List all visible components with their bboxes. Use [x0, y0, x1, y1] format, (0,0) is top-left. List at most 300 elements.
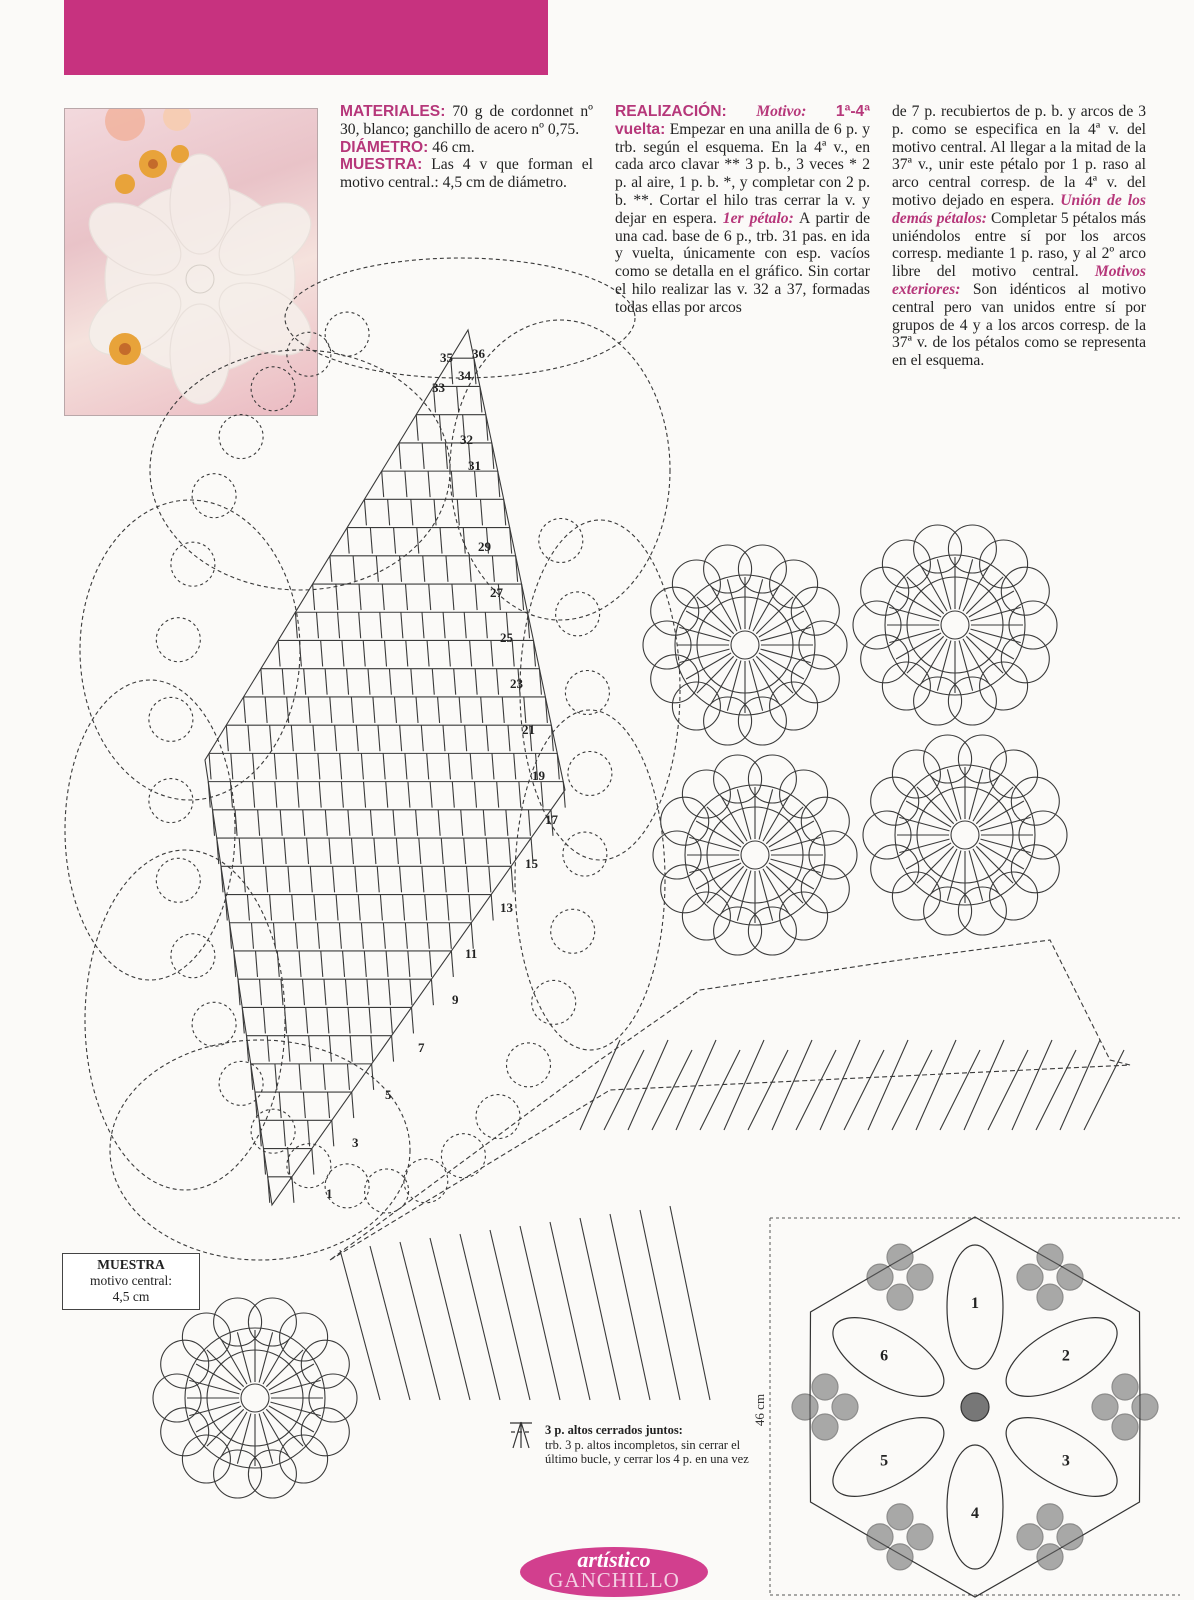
chart-stitch	[497, 782, 499, 808]
chart-stitch	[408, 951, 410, 977]
chart-stitch	[401, 612, 403, 638]
chart-stitch	[516, 556, 518, 582]
chart-stitch	[454, 669, 456, 695]
flower-spoke	[753, 586, 779, 631]
chart-stitch	[399, 443, 401, 469]
flower-petal	[853, 601, 901, 649]
flower-petal	[280, 1313, 328, 1361]
schematic-flower-cluster	[867, 1504, 933, 1570]
chart-stitch	[461, 810, 463, 836]
chart-stitch	[416, 810, 418, 836]
chart-stitch	[247, 895, 249, 921]
flower-spoke	[761, 627, 811, 641]
flower-spoke	[899, 817, 949, 831]
flower-petal	[770, 560, 818, 608]
chart-stitch	[288, 866, 290, 892]
flower-ring	[917, 787, 1013, 883]
schematic-flower	[1057, 1524, 1083, 1550]
flower-petal	[882, 540, 930, 588]
lattice-line	[520, 1226, 560, 1400]
vuelta-text: Empezar en una anilla de 6 p. y trb. según el esquema. En la 4ª v., en cada arco clavar ** 3 p. b., 3 veces * 2 p. al aire, 1 p. b. *, y completar con 2 p. b. **. Cortar el hilo tras cerrar la v. y dejar en espera.	[615, 120, 870, 227]
chart-stitch	[262, 838, 264, 864]
magazine-logo	[520, 1547, 708, 1597]
flower-petal	[770, 682, 818, 730]
chart-stitch	[385, 640, 387, 666]
chart-stitch	[306, 1007, 308, 1033]
chart-stitch	[307, 838, 309, 864]
flower-ring	[697, 597, 793, 693]
chart-stitch	[251, 923, 253, 949]
schematic-flower	[812, 1374, 838, 1400]
chart-stitch	[335, 725, 337, 751]
chart-stitch	[522, 584, 524, 610]
chart-stitch	[411, 499, 413, 525]
chart-stitch	[261, 669, 263, 695]
chart-arc	[285, 258, 635, 378]
chart-loop	[171, 934, 215, 978]
chart-loop	[156, 858, 200, 902]
chart-stitch	[367, 979, 369, 1005]
chart-stitch	[441, 838, 443, 864]
flower-spoke	[907, 577, 944, 614]
schematic-flower	[1057, 1264, 1083, 1290]
flower-petal	[990, 750, 1038, 798]
schematic-outline	[810, 1217, 1140, 1597]
flower-spoke	[711, 586, 737, 631]
schematic-flower	[1037, 1504, 1063, 1530]
flower-petal	[301, 1408, 349, 1456]
chart-stitch	[266, 866, 268, 892]
chart-stitch	[275, 782, 277, 808]
chart-stitch	[486, 725, 488, 751]
instructions-column-1	[615, 103, 870, 317]
schematic-flower	[887, 1544, 913, 1570]
flower-spoke	[896, 633, 941, 659]
materiales-label: MATERIALES:	[340, 103, 446, 120]
legend-title: 3 p. altos cerrados juntos:	[545, 1423, 683, 1437]
flower-spoke	[896, 591, 941, 617]
chart-stitch	[419, 838, 421, 864]
lattice-line	[1012, 1040, 1052, 1130]
chart-row-number: 36	[472, 346, 485, 361]
lattice-line	[1060, 1040, 1100, 1130]
chart-row-number: 5	[385, 1087, 392, 1102]
lattice-line	[604, 1050, 644, 1130]
chart-stitch	[511, 866, 513, 892]
lattice-line	[652, 1050, 692, 1130]
chart-stitch	[434, 499, 436, 525]
chart-stitch	[356, 725, 358, 751]
flower-spoke	[966, 577, 1003, 614]
flower-ring	[895, 765, 1035, 905]
chart-stitch	[428, 471, 430, 497]
flower-spoke	[963, 566, 989, 611]
flower-spoke	[727, 661, 741, 711]
chart-stitch	[314, 895, 316, 921]
chart-loop	[192, 474, 236, 518]
chart-stitch	[416, 415, 418, 441]
chart-stitch	[446, 556, 448, 582]
flower-petal	[780, 770, 828, 818]
chart-loop	[171, 542, 215, 586]
chart-stitch	[486, 838, 488, 864]
stitch-legend	[545, 1423, 750, 1467]
flower-petal	[309, 1374, 357, 1422]
chart-stitch	[464, 612, 466, 638]
flower-spoke	[263, 1412, 289, 1457]
chart-row-number: 23	[510, 676, 523, 691]
chart-stitch	[433, 386, 435, 412]
flower-petal	[738, 697, 786, 745]
chart-stitch	[422, 443, 424, 469]
chart-row-number: 35	[440, 350, 453, 365]
chart-arc	[520, 520, 680, 860]
flower-petal	[863, 811, 911, 859]
flower-spoke	[237, 1414, 251, 1464]
chart-stitch	[347, 669, 349, 695]
chart-stitch	[457, 499, 459, 525]
lattice-line	[1036, 1050, 1076, 1130]
flower-petal	[672, 560, 720, 608]
chart-stitch	[563, 782, 565, 808]
chart-stitch	[231, 753, 233, 779]
chart-stitch	[422, 866, 424, 892]
chart-stitch	[316, 612, 318, 638]
schematic-flower	[907, 1264, 933, 1290]
flower-spoke	[221, 1412, 247, 1457]
chart-row-number: 29	[478, 539, 491, 554]
flower-spoke	[721, 869, 747, 914]
lattice-line	[400, 1242, 440, 1400]
flower-petal	[980, 662, 1028, 710]
chart-stitch	[545, 697, 547, 723]
flower-spoke	[969, 769, 983, 819]
chart-stitch	[475, 471, 477, 497]
chart-stitch	[369, 1007, 371, 1033]
flower-spoke	[969, 851, 983, 901]
chart-stitch	[273, 923, 275, 949]
chart-stitch	[506, 810, 508, 836]
exteriores-text: Son idénticos al motivo central pero van unidos entre sí por grupos de 4 y a los arcos corresp. de la 37ª v. de los pétalos como se representa en el esquema.	[892, 280, 1146, 370]
chart-stitch	[483, 810, 485, 836]
chart-stitch	[208, 782, 210, 808]
col3-text: de 7 p. recubiertos de p. b. y arcos de 3 p. como se especifica en la 4ª v. del motivo central. Al llegar a la mitad de la 37ª v., unir este pétalo por 1 p. raso al arco central corresp. de la 4ª v. del motivo dejado en espera.	[892, 103, 1146, 209]
flower-spoke	[269, 1364, 314, 1390]
chart-stitch	[230, 782, 232, 808]
chart-loop	[365, 1169, 409, 1213]
flower-spoke	[271, 1402, 321, 1416]
flower-spoke	[976, 787, 1013, 824]
flower-petal	[990, 872, 1038, 920]
chart-stitch	[498, 471, 500, 497]
flower-spoke	[906, 801, 951, 827]
chart-stitch	[386, 782, 388, 808]
flower-petal	[643, 621, 691, 669]
flower-petal	[672, 682, 720, 730]
chart-stitch	[382, 584, 384, 610]
flower-petal	[161, 1408, 209, 1456]
flower-spoke	[907, 636, 944, 673]
flower-spoke	[947, 769, 961, 819]
flower-spoke	[259, 1414, 273, 1464]
chart-stitch	[361, 923, 363, 949]
chart-stitch	[225, 895, 227, 921]
chart-stitch	[377, 866, 379, 892]
lattice-line	[1084, 1050, 1124, 1130]
muestra-box-line1: motivo central:	[89, 1273, 173, 1288]
chart-stitch	[363, 640, 365, 666]
schematic-flower-cluster	[1017, 1504, 1083, 1570]
schematic-center	[961, 1393, 989, 1421]
flower-petal	[161, 1340, 209, 1388]
schematic-flower	[1017, 1264, 1043, 1290]
chart-stitch	[288, 1149, 290, 1175]
schematic-petal	[994, 1302, 1129, 1412]
flower-petal	[801, 865, 849, 913]
flower-spoke	[697, 656, 734, 693]
chart-stitch	[444, 866, 446, 892]
lattice-line	[916, 1040, 956, 1130]
chart-row-number: 19	[532, 768, 545, 783]
flower-spoke	[763, 796, 789, 841]
flower-spoke	[973, 849, 999, 894]
flower-spoke	[711, 659, 737, 704]
chart-stitch	[417, 528, 419, 554]
chart-stitch	[343, 951, 345, 977]
chart-row-number: 31	[468, 458, 481, 473]
chart-stitch	[253, 782, 255, 808]
chart-stitch	[448, 753, 450, 779]
chart-stitch	[430, 782, 432, 808]
chart-stitch	[275, 1064, 277, 1090]
flower-spoke	[721, 796, 747, 841]
chart-stitch	[480, 386, 482, 412]
flower-petal	[958, 887, 1006, 935]
chart-stitch	[313, 725, 315, 751]
chart-stitch	[508, 725, 510, 751]
chart-loop	[563, 832, 607, 876]
chart-stitch	[438, 697, 440, 723]
flower-petal	[1009, 601, 1057, 649]
chart-stitch	[234, 951, 236, 977]
flower-spoke	[737, 789, 751, 839]
chart-loop	[325, 1164, 369, 1208]
chart-stitch	[463, 415, 465, 441]
chart-stitch	[304, 669, 306, 695]
flower-spoke	[756, 656, 793, 693]
chart-loop	[149, 697, 193, 741]
flower-spoke	[937, 641, 951, 691]
chart-stitch	[263, 1007, 265, 1033]
chart-stitch	[447, 895, 449, 921]
chart-stitch	[491, 640, 493, 666]
flower-spoke	[917, 846, 954, 883]
chart-stitch	[427, 640, 429, 666]
chart-stitch	[330, 697, 332, 723]
chart-arc	[80, 500, 300, 800]
chart-loop	[219, 1061, 263, 1105]
chart-stitch	[299, 951, 301, 977]
schematic-flower	[887, 1284, 913, 1310]
flower-petal	[214, 1298, 262, 1346]
flower-ring	[207, 1350, 303, 1446]
chart-stitch	[281, 979, 283, 1005]
chart-stitch	[438, 810, 440, 836]
flower-spoke	[689, 837, 739, 851]
chart-row-number: 25	[500, 630, 513, 645]
chart-stitch	[253, 753, 255, 779]
flower-spoke	[189, 1380, 239, 1394]
chart-stitch	[469, 895, 471, 921]
chart-stitch	[259, 1120, 261, 1146]
flower-ring	[185, 1328, 325, 1468]
chart-stitch	[481, 697, 483, 723]
schematic-flower	[907, 1524, 933, 1550]
lattice-line	[748, 1050, 788, 1130]
flower-petal	[153, 1374, 201, 1422]
schematic-petal	[947, 1245, 1003, 1369]
flower-spoke	[749, 661, 763, 711]
schematic-flower-cluster	[1017, 1244, 1083, 1310]
chart-stitch	[328, 1092, 330, 1118]
chart-stitch	[497, 669, 499, 695]
schematic-petal	[821, 1402, 956, 1512]
flower-spoke	[221, 1339, 247, 1384]
chart-loop	[404, 1159, 448, 1203]
chart-stitch	[383, 753, 385, 779]
flower-spoke	[959, 559, 973, 609]
schematic-petal-number: 5	[880, 1452, 889, 1470]
flower-spoke	[769, 821, 814, 847]
chart-loop	[325, 312, 369, 356]
chart-stitch	[429, 584, 431, 610]
chart-stitch	[287, 697, 289, 723]
chart-stitch	[295, 923, 297, 949]
flower-petal	[748, 755, 796, 803]
flower-petal	[280, 1435, 328, 1483]
flower-petal	[682, 770, 730, 818]
chart-stitch	[376, 556, 378, 582]
chart-stitch	[364, 782, 366, 808]
chart-stitch	[217, 838, 219, 864]
chart-loop	[556, 592, 600, 636]
logo-line1: artístico	[577, 1547, 651, 1572]
schematic-petal	[947, 1445, 1003, 1569]
flower-spoke	[759, 871, 773, 921]
flower-petal	[924, 887, 972, 935]
motivo-label: Motivo:	[756, 103, 807, 120]
chart-stitch	[372, 1064, 374, 1090]
diametro-text: 46 cm.	[432, 138, 475, 156]
chart-stitch	[325, 810, 327, 836]
flower-spoke	[906, 843, 951, 869]
muestra-label: MUESTRA:	[340, 156, 423, 174]
schematic-flower	[1037, 1244, 1063, 1270]
schematic-flower	[1112, 1414, 1138, 1440]
chart-stitch	[284, 838, 286, 864]
chart-stitch	[388, 979, 390, 1005]
chart-stitch	[340, 753, 342, 779]
chart-stitch	[309, 1036, 311, 1062]
chart-stitch	[528, 612, 530, 638]
chart-stitch	[510, 528, 512, 554]
chart-row-number: 27	[490, 585, 503, 600]
chart-arc	[110, 1040, 410, 1260]
chart-stitch	[465, 725, 467, 751]
schematic-petal-number: 1	[971, 1295, 979, 1312]
flower-spoke	[756, 597, 793, 634]
schematic-petal	[994, 1402, 1129, 1512]
chart-stitch	[345, 979, 347, 1005]
chart-stitch	[512, 640, 514, 666]
flower-spoke	[686, 653, 731, 679]
chart-stitch	[449, 923, 451, 949]
flower-ring	[675, 575, 815, 715]
lattice-line	[964, 1040, 1004, 1130]
flower-spoke	[769, 863, 814, 889]
chart-stitch	[394, 697, 396, 723]
flower-petal	[1011, 777, 1059, 825]
flower-spoke	[771, 859, 821, 873]
chart-stitch	[445, 443, 447, 469]
lattice-line	[430, 1238, 470, 1400]
stitch-symbol-icon	[508, 1420, 534, 1450]
chart-stitch	[531, 838, 533, 864]
flower-spoke	[763, 869, 789, 914]
chart-stitch	[432, 669, 434, 695]
schematic-petal-number: 4	[971, 1505, 979, 1522]
chart-stitch	[230, 923, 232, 949]
flower-spoke	[979, 843, 1024, 869]
chart-stitch	[421, 725, 423, 751]
chart-stitch	[327, 1007, 329, 1033]
flower-spoke	[259, 1332, 273, 1382]
chart-stitch	[339, 923, 341, 949]
lattice-line	[796, 1050, 836, 1130]
lattice-line	[940, 1050, 980, 1130]
chart-stitch	[464, 838, 466, 864]
lattice-line	[676, 1040, 716, 1130]
chart-loop	[192, 1002, 236, 1046]
chart-stitch	[296, 753, 298, 779]
chart-stitch	[486, 528, 488, 554]
flower-spoke	[979, 801, 1024, 827]
flower-petal	[1019, 811, 1067, 859]
flower-spoke	[707, 866, 744, 903]
flower-spoke	[679, 627, 729, 641]
flower-petal	[651, 587, 699, 635]
flower-spoke	[689, 859, 739, 873]
chart-stitch	[308, 697, 310, 723]
chart-stitch	[394, 528, 396, 554]
flower-petal	[948, 677, 996, 725]
flower-spoke	[749, 579, 763, 629]
union-text: Completar 5 pétalos más uniéndolos entre sí por los arcos corresp. mediante 1 p. raso, y al 2º arco libre del motivo central.	[892, 209, 1146, 281]
realizacion-label: REALIZACIÓN:	[615, 103, 727, 120]
flower-petal	[1001, 567, 1049, 615]
chart-stitch	[390, 1007, 392, 1033]
chart-stitch	[251, 1064, 253, 1090]
chart-stitch	[341, 782, 343, 808]
flower-spoke	[269, 1406, 314, 1432]
chart-stitch	[239, 838, 241, 864]
schematic-flower-cluster	[792, 1374, 858, 1440]
chart-stitch	[318, 753, 320, 779]
flower-motif-2	[853, 525, 1057, 725]
petal-outline	[205, 330, 565, 1205]
flower-spoke	[237, 1332, 251, 1382]
chart-stitch	[533, 640, 535, 666]
